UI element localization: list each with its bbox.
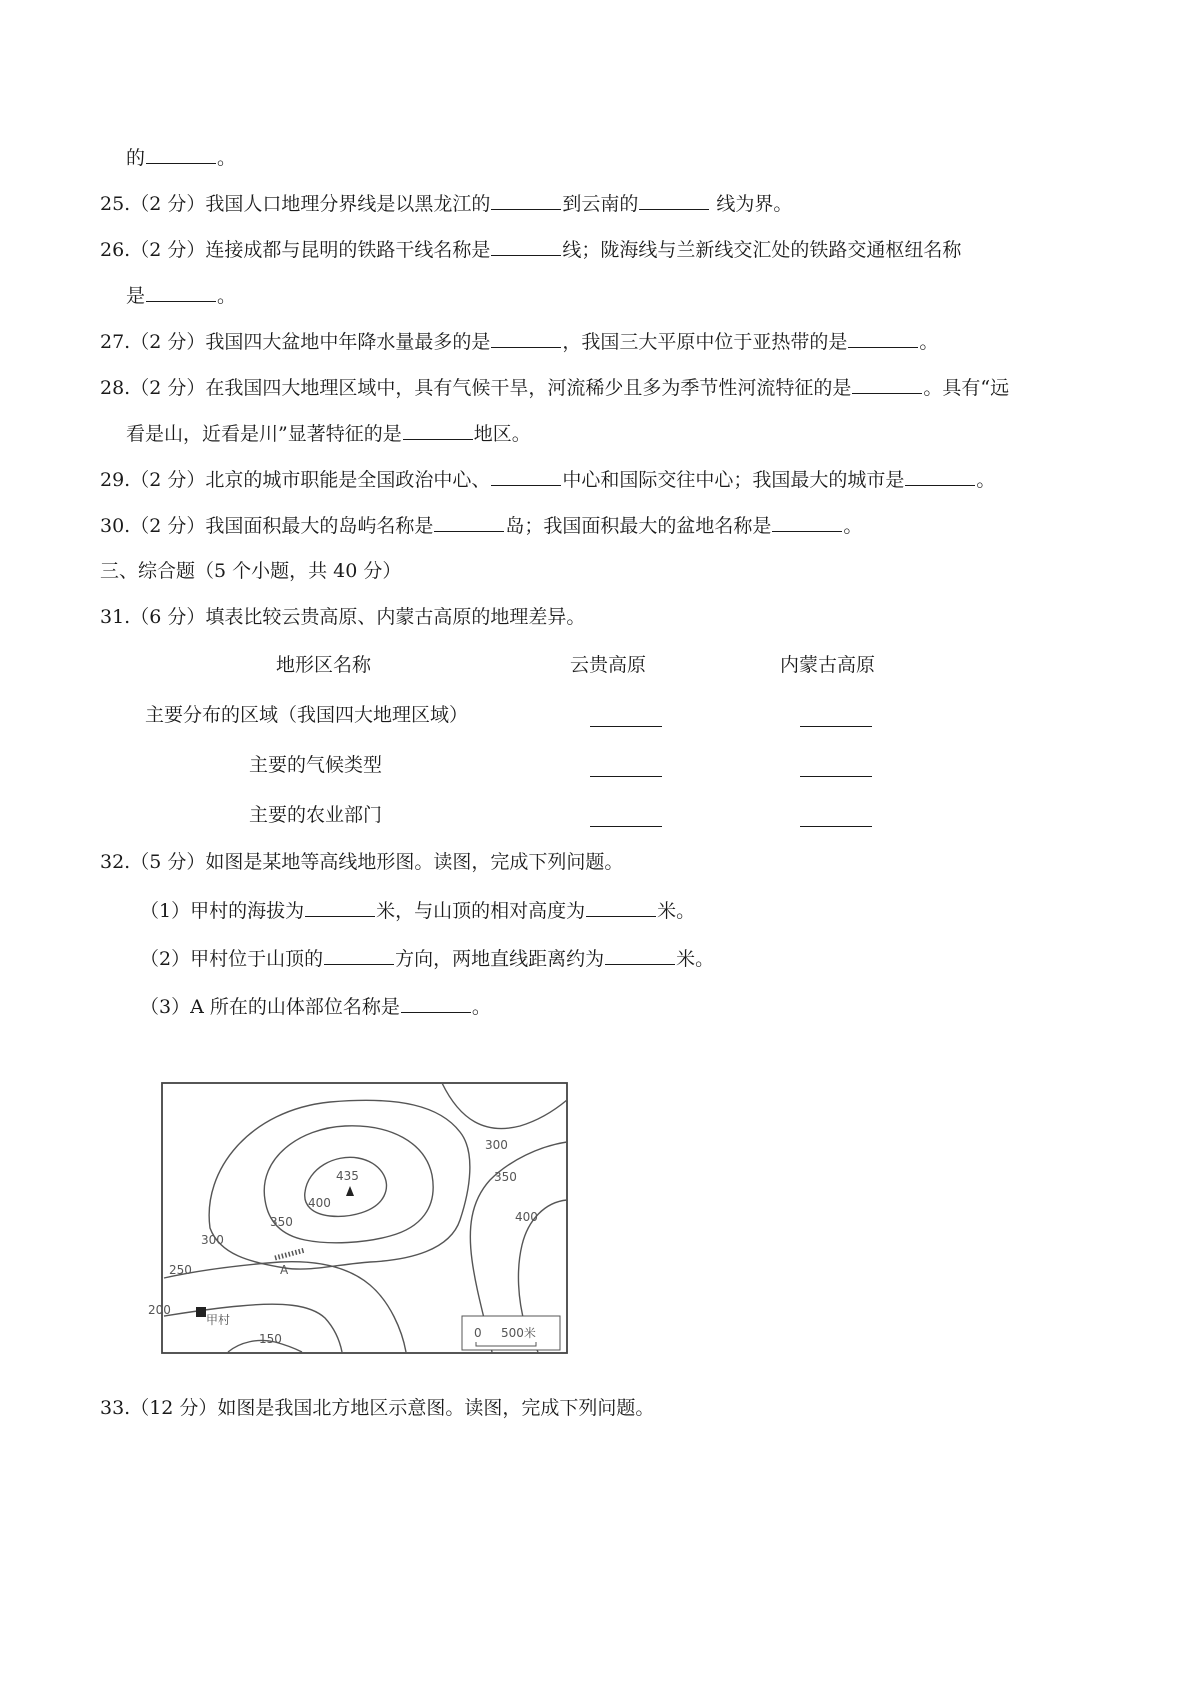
label-point-a: A	[280, 1263, 289, 1277]
table-row-label: 主要的农业部门	[249, 804, 383, 826]
q28-line-2	[126, 421, 531, 446]
q32-blank-1[interactable]	[305, 898, 375, 917]
q28-text-b: 。具有“远	[923, 377, 1010, 399]
scale-zero: 0	[474, 1326, 482, 1340]
q29-blank-1[interactable]	[491, 467, 561, 486]
q32-sub-1	[140, 898, 695, 923]
q32-sub1-text-b: 米，与山顶的相对高度为	[376, 900, 586, 922]
q31-blank-r1-c1[interactable]	[590, 726, 662, 727]
q29-text-a: 29.（2 分）北京的城市职能是全国政治中心、	[100, 469, 491, 491]
q27-blank-1[interactable]	[491, 329, 561, 348]
q30-text-b: 岛；我国面积最大的盆地名称是	[505, 515, 772, 537]
q33-stem: 33.（12 分）如图是我国北方地区示意图。读图，完成下列问题。	[100, 1397, 655, 1419]
q26-text-c: 是	[126, 285, 146, 307]
q25-blank-2[interactable]	[639, 191, 709, 210]
q25-text-b: 到云南的	[562, 193, 639, 215]
q32-blank-5[interactable]	[401, 994, 471, 1013]
q32-sub-3	[140, 994, 491, 1019]
q29-text-b: 中心和国际交往中心；我国最大的城市是	[562, 469, 905, 491]
label-350-east: 350	[494, 1170, 517, 1184]
q25-question	[100, 191, 792, 216]
saddle-hachure	[275, 1250, 305, 1258]
village-marker-icon	[196, 1307, 206, 1317]
q32-sub3-text-a: （3）A 所在的山体部位名称是	[140, 996, 400, 1018]
q31-blank-r2-c2[interactable]	[800, 776, 872, 777]
table-row-label: 主要的气候类型	[249, 754, 383, 776]
q31-blank-r1-c2[interactable]	[800, 726, 872, 727]
scale-distance: 500米	[501, 1326, 536, 1340]
q32-sub1-text-c: 米。	[657, 900, 696, 922]
q31-blank-r3-c1[interactable]	[590, 826, 662, 827]
q32-sub2-text-c: 米。	[676, 948, 715, 970]
q26-blank-1[interactable]	[491, 237, 561, 256]
q32-blank-4[interactable]	[605, 946, 675, 965]
label-150: 150	[259, 1332, 282, 1346]
q24-tail-suffix: 。	[217, 147, 237, 169]
q25-blank-1[interactable]	[491, 191, 561, 210]
q32-sub3-text-b: 。	[471, 996, 491, 1018]
q26-text-b: 线；陇海线与兰新线交汇处的铁路交通枢纽名称	[562, 239, 962, 261]
q26-text-a: 26.（2 分）连接成都与昆明的铁路干线名称是	[100, 239, 491, 261]
q30-text-a: 30.（2 分）我国面积最大的岛屿名称是	[100, 515, 434, 537]
q24-answer-blank[interactable]	[146, 145, 216, 164]
q27-text-b: ，我国三大平原中位于亚热带的是	[562, 331, 848, 353]
q32-stem: 32.（5 分）如图是某地等高线地形图。读图，完成下列问题。	[100, 851, 624, 873]
q29-blank-2[interactable]	[905, 467, 975, 486]
label-300: 300	[201, 1233, 224, 1247]
q32-sub-2	[140, 946, 714, 971]
scale-bar	[462, 1316, 560, 1350]
peak-triangle-icon	[346, 1186, 354, 1196]
q29-question	[100, 467, 995, 492]
q30-text-c: 。	[843, 515, 863, 537]
q32-sub2-text-a: （2）甲村位于山顶的	[140, 948, 324, 970]
q27-text-a: 27.（2 分）我国四大盆地中年降水量最多的是	[100, 331, 491, 353]
q28-blank-2[interactable]	[403, 421, 473, 440]
q27-question	[100, 329, 938, 354]
q26-blank-2[interactable]	[146, 283, 216, 302]
table-header-yungui: 云贵高原	[570, 654, 647, 676]
q30-blank-2[interactable]	[772, 513, 842, 532]
label-peak-435: 435	[336, 1169, 359, 1183]
table-row-label: 主要分布的区域（我国四大地理区域）	[145, 704, 469, 726]
contour-300-east	[442, 1083, 567, 1129]
q30-blank-1[interactable]	[434, 513, 504, 532]
label-200: 200	[148, 1303, 171, 1317]
q25-text-c: 线为界。	[710, 193, 793, 215]
contour-map	[140, 1080, 590, 1370]
q31-blank-r3-c2[interactable]	[800, 826, 872, 827]
label-400-east: 400	[515, 1210, 538, 1224]
q32-sub1-text-a: （1）甲村的海拔为	[140, 900, 305, 922]
table-header-name: 地形区名称	[276, 654, 372, 676]
q25-text-a: 25.（2 分）我国人口地理分界线是以黑龙江的	[100, 193, 491, 215]
label-250: 250	[169, 1263, 192, 1277]
q31-blank-r2-c1[interactable]	[590, 776, 662, 777]
q30-question	[100, 513, 862, 538]
q29-text-c: 。	[976, 469, 996, 491]
label-village: 甲村	[206, 1313, 231, 1327]
q26-line-2	[126, 283, 236, 308]
contour-200	[164, 1304, 342, 1352]
q32-sub2-text-b: 方向，两地直线距离约为	[395, 948, 605, 970]
label-350: 350	[270, 1215, 293, 1229]
q28-text-d: 地区。	[473, 423, 531, 445]
q28-blank-1[interactable]	[852, 375, 922, 394]
section-3-title: 三、综合题（5 个小题，共 40 分）	[100, 560, 402, 582]
q32-blank-3[interactable]	[324, 946, 394, 965]
q26-text-d: 。	[217, 285, 237, 307]
q28-text-c: 看是山，近看是川”显著特征的是	[126, 423, 402, 445]
label-300-east: 300	[485, 1138, 508, 1152]
q26-line-1	[100, 237, 961, 262]
q28-text-a: 28.（2 分）在我国四大地理区域中，具有气候干旱，河流稀少且多为季节性河流特征的是	[100, 377, 852, 399]
contour-300	[209, 1100, 470, 1269]
q27-text-c: 。	[919, 331, 939, 353]
q32-blank-2[interactable]	[586, 898, 656, 917]
q24-tail	[126, 145, 236, 170]
table-header-neimeng: 内蒙古高原	[780, 654, 876, 676]
q28-line-1	[100, 375, 1009, 400]
q31-stem: 31.（6 分）填表比较云贵高原、内蒙古高原的地理差异。	[100, 606, 586, 628]
q27-blank-2[interactable]	[848, 329, 918, 348]
label-400: 400	[308, 1196, 331, 1210]
q24-tail-prefix: 的	[126, 147, 146, 169]
